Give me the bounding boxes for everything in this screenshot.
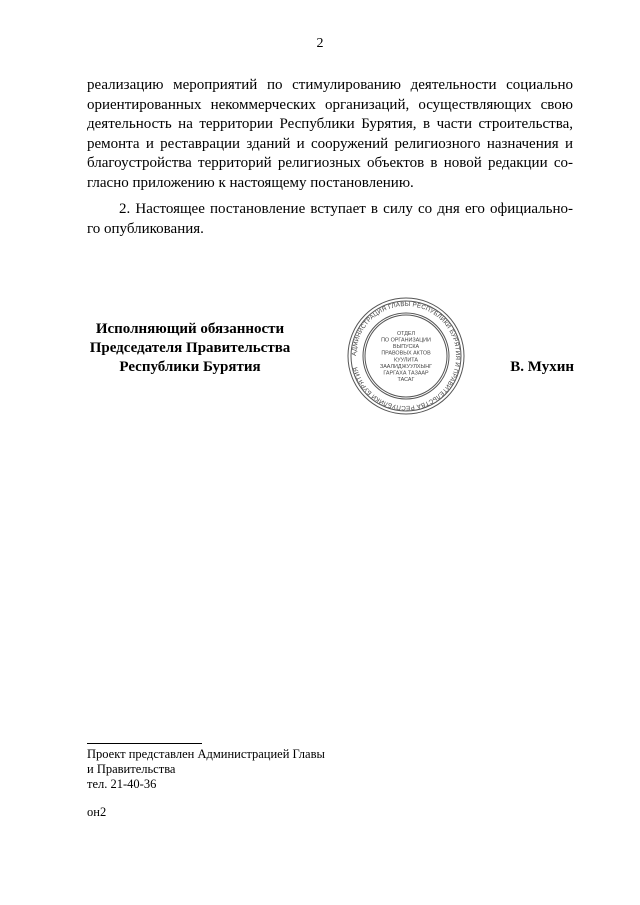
footnote	[87, 747, 325, 792]
paragraph-1-line: благоустройства территорий религиозных объектов в новой редакции со-	[87, 155, 573, 171]
signatory-position-line: Республики Бурятия	[119, 359, 261, 375]
seal-center-line: ОТДЕЛ	[396, 330, 416, 337]
signatory-position	[80, 320, 300, 377]
seal-center-line: ПРАВОВЫХ АКТОВ	[381, 350, 431, 357]
document-code: он2	[87, 805, 107, 819]
paragraph-2-line: 2. Настоящее постановление вступает в силу со дня его официально-	[119, 201, 573, 217]
page-number: 2	[316, 36, 324, 51]
footnote-line: Проект представлен Администрацией Главы	[87, 747, 325, 761]
seal-center-line: ГАРГАХА ТАЗААР	[383, 370, 429, 377]
seal-center-line: ЗААЛИДЖУУЛХЫНГ	[379, 363, 433, 370]
paragraph-1	[87, 76, 573, 193]
footnote-divider	[87, 743, 202, 744]
official-seal	[345, 295, 467, 417]
paragraph-1-line: деятельность на территории Республики Бурятия, в части строительства,	[87, 116, 573, 132]
svg-text:АДМИНИСТРАЦИЯ ГЛАВЫ РЕСПУБЛИКИ: АДМИНИСТРАЦИЯ ГЛАВЫ РЕСПУБЛИКИ БУРЯТИЯ И ПРАВИТЕЛЬСТВА РЕСПУБЛИКИ БУРЯТИЯ	[350, 300, 462, 412]
signatory-position-line: Председателя Правительства	[89, 340, 291, 356]
signatory-name: В. Мухин	[510, 359, 574, 375]
seal-center-line: ТАСАГ	[397, 377, 415, 384]
seal-center-line: ПО ОРГАНИЗАЦИИ	[381, 337, 431, 344]
paragraph-1-line: реализацию мероприятий по стимулированию деятельности социально	[87, 77, 573, 93]
signatory-position-line: Исполняющий обязанности	[95, 321, 285, 337]
paragraph-1-line: ремонта и реставрации зданий и сооружений религиозного назначения и	[87, 135, 573, 152]
paragraph-2-line: го опубликования.	[87, 220, 204, 237]
seal-center-line: КУУЛИТА	[394, 357, 418, 364]
paragraph-1-line: гласно приложению к настоящему постановлению.	[87, 174, 414, 191]
paragraph-2	[87, 200, 573, 239]
footnote-line: тел. 21-40-36	[87, 777, 157, 791]
footnote-line: и Правительства	[87, 762, 176, 776]
seal-center-line: ВЫПУСКА	[392, 344, 420, 351]
paragraph-1-line: ориентированных некоммерческих организаций, осуществляющих свою	[87, 96, 573, 113]
